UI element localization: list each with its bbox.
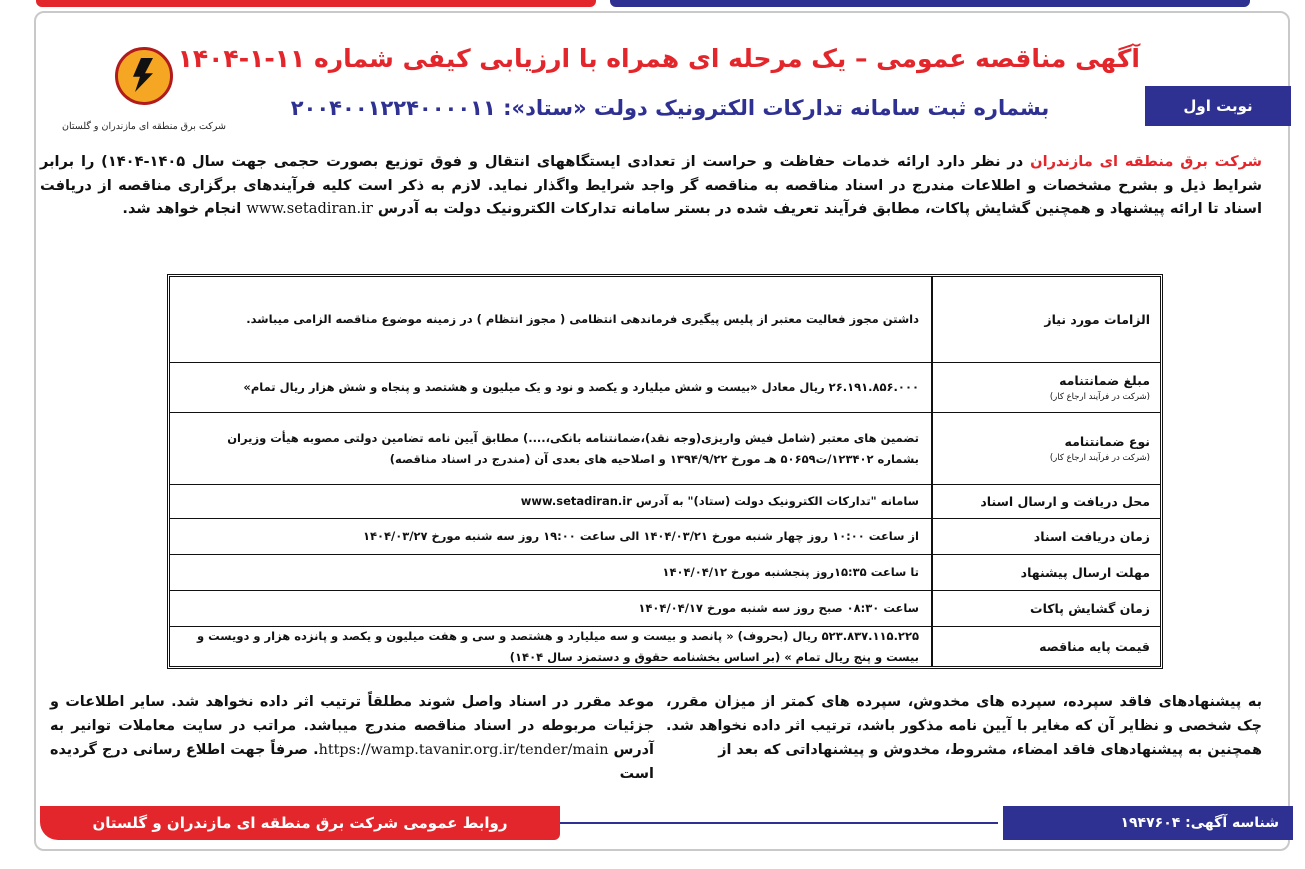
bottom-left-paragraph: موعد مقرر در اسناد واصل شوند مطلقاً ترتیب اثر داده نخواهد شد. سایر اطلاعات و جزئیات مربوطه در اسناد مناقصه مندرج میباشد. مراتب در سایت معاملات توانیر به آدرس https://wamp.tavanir.org.ir/tender/main. صرفاً جهت اطلاع رسانی درج گردیده است bbox=[50, 694, 654, 782]
table-row bbox=[170, 485, 1160, 519]
row-label: محل دریافت و ارسال اسناد bbox=[931, 485, 1160, 518]
row-value: تا ساعت ۱۵:۳۵روز پنجشنبه مورخ ۱۴۰۴/۰۴/۱۲ bbox=[662, 565, 919, 579]
ad-id-footer: شناسه آگهی: ۱۹۴۷۶۰۴ bbox=[1003, 806, 1293, 840]
row-value: ساعت ۰۸:۳۰ صبح روز سه شنبه مورخ ۱۴۰۴/۰۴/۱۷ bbox=[638, 601, 919, 615]
row-value: سامانه "تدارکات الکترونیک دولت (ستاد)" به آدرس www.setadiran.ir bbox=[520, 494, 919, 508]
top-red-bar bbox=[36, 0, 596, 7]
row-label: زمان دریافت اسناد bbox=[931, 519, 1160, 554]
setad-link[interactable]: www.setadiran.ir bbox=[246, 200, 373, 217]
table-row bbox=[170, 363, 1160, 413]
row-value: تضمین های معتبر (شامل فیش واریزی(وجه نقد)،ضمانتنامه بانکی،....) مطابق آیین نامه تضامین دولتی مصوبه هیأت وزیران بشماره ۱۲۳۴۰۲/ت۵۰۶۵۹ هـ مورخ ۱۳۹۴/۹/۲۲ و اصلاحیه های بعدی آن (مندرج در اسناد مناقصه) bbox=[227, 430, 919, 466]
top-blue-bar bbox=[610, 0, 1250, 7]
row-value: از ساعت ۱۰:۰۰ روز چهار شنبه مورخ ۱۴۰۴/۰۳/۲۱ الی ساعت ۱۹:۰۰ روز سه شنبه مورخ ۱۴۰۴/۰۳/۲۷ bbox=[362, 529, 919, 543]
table-row bbox=[170, 555, 1160, 591]
tender-details-table bbox=[167, 274, 1163, 669]
registration-number: بشماره ثبت سامانه تدارکات الکترونیک دولت «ستاد»: ۲۰۰۴۰۰۱۲۲۴۰۰۰۰۱۱ bbox=[290, 96, 1050, 120]
logo-text: شرکت برق منطقه ای مازندران و گلستان bbox=[61, 121, 227, 132]
table-row bbox=[170, 519, 1160, 555]
notice-title: آگهی مناقصه عمومی – یک مرحله ای همراه با ارزیابی کیفی شماره ۱۱-۱-۱۴۰۴ bbox=[177, 44, 1140, 73]
table-row bbox=[170, 627, 1160, 666]
public-relations-footer: روابط عمومی شرکت برق منطقه ای مازندران و گلستان bbox=[40, 806, 560, 840]
row-value: داشتن مجوز فعالیت معتبر از پلیس پیگیری فرماندهی انتظامی ( مجوز انتظام ) در زمینه موضوع مناقصه الزامی میباشد. bbox=[246, 312, 919, 326]
table-row bbox=[170, 413, 1160, 485]
intro-paragraph bbox=[40, 150, 1262, 221]
lightning-logo-icon bbox=[115, 47, 173, 105]
company-name: شرکت برق منطقه ای مازندران bbox=[1030, 153, 1263, 170]
bottom-right-paragraph: به پیشنهادهای فاقد سپرده، سپرده های مخدوش، سپرده های کمتر از میزان مقرر، چک شخصی و نظایر آن که مغایر با آیین نامه مذکور باشد، ترتیب اثر داده نخواهد شد. همچنین به پیشنهادهای فاقد امضاء، مشروط، مخدوش و پیشنهاداتی که بعد از bbox=[666, 694, 1262, 758]
table-row bbox=[170, 277, 1160, 363]
tavanir-link[interactable]: https://wamp.tavanir.org.ir/tender/main bbox=[318, 742, 609, 758]
intro-text: در نظر دارد ارائه خدمات حفاظت و حراست از تعدادی ایستگاههای انتقال و فوق توزیع بصورت حجمی جهت سال ۱۴۰۵-۱۴۰۴) را برابر شرایط ذیل و بشرح مشخصات و اطلاعات مندرج در اسناد مناقصه به مناقصه گر واجد شرایط واگذار نماید. لازم به ذکر است کلیه فرآیندهای برگزاری مناقصه از دریافت اسناد تا ارائه پیشنهاد و همچنین گشایش پاکات، مطابق فرآیند تعریف شده در بستر سامانه تدارکات الکترونیک دولت به آدرس bbox=[40, 153, 1262, 217]
footer-divider bbox=[560, 822, 998, 824]
row-value: ۲۶.۱۹۱.۸۵۶.۰۰۰ ریال معادل «بیست و شش میلیارد و یکصد و نود و یک میلیون و هشتصد و پنجاه و شش هزار ریال تمام» bbox=[243, 380, 919, 394]
row-label: زمان گشایش پاکات bbox=[931, 591, 1160, 626]
row-label: مهلت ارسال پیشنهاد bbox=[931, 555, 1160, 590]
row-label: مبلغ ضمانتنامه (شرکت در فرآیند ارجاع کار) bbox=[931, 363, 1160, 412]
row-value: ۵۲۳.۸۳۷.۱۱۵.۲۲۵ ریال (بحروف) « پانصد و بیست و سه میلیارد و هشتصد و سی و هفت میلیون و یکصد و پانزده هزار و دویست و بیست و پنج ریال تمام » (بر اساس بخشنامه حقوق و دستمزد سال ۱۴۰۴) bbox=[196, 628, 919, 664]
row-label: الزامات مورد نیاز bbox=[931, 277, 1160, 362]
intro-tail: انجام خواهد شد. bbox=[122, 200, 247, 217]
row-label: نوع ضمانتنامه (شرکت در فرآیند ارجاع کار) bbox=[931, 413, 1160, 484]
row-label: قیمت پایه مناقصه bbox=[931, 627, 1160, 666]
table-row bbox=[170, 591, 1160, 627]
round-badge: نوبت اول bbox=[1145, 86, 1291, 126]
